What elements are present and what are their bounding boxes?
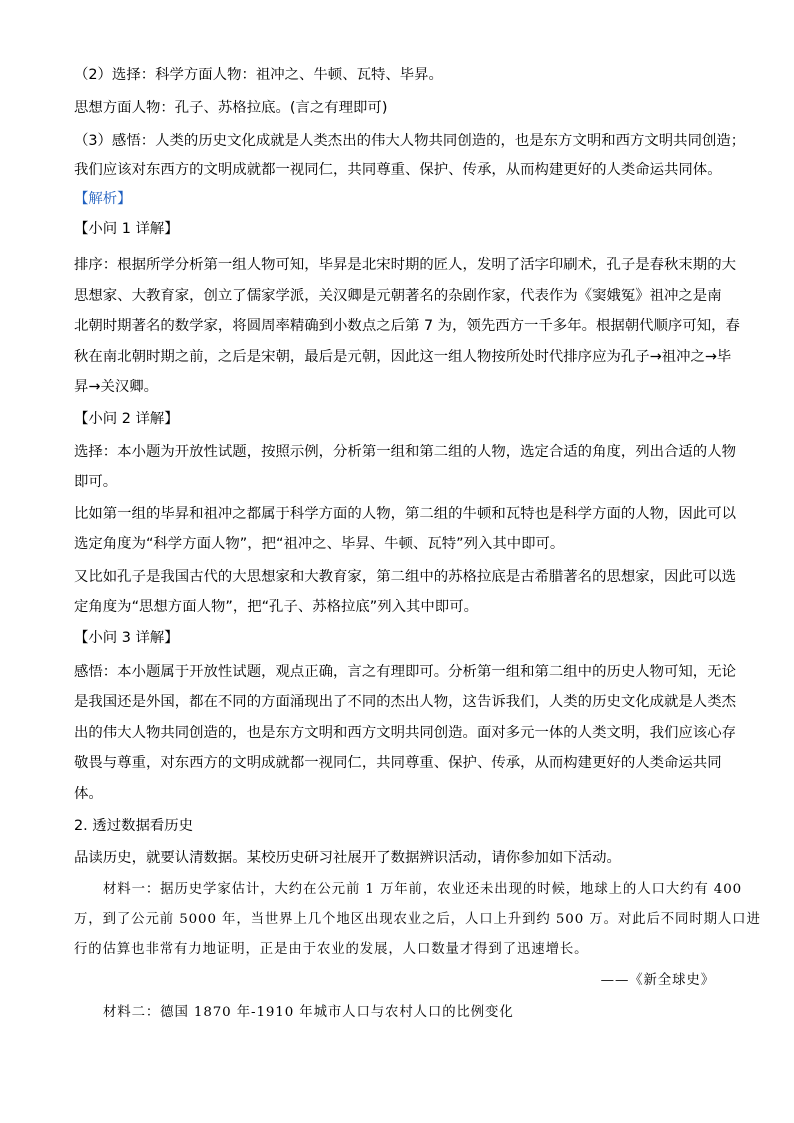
material-line: 万，到了公元前 5000 年，当世界上几个地区出现农业之后，人口上升到约 500 万。对此后不同时期人口进 bbox=[74, 912, 761, 927]
answer-part2-selection: （2）选择：科学方面人物：祖冲之、牛顿、瓦特、毕昇。 bbox=[74, 67, 443, 83]
explanation-line: 又比如孔子是我国古代的大思想家和大教育家，第二组中的苏格拉底是古希腊著名的思想家，因此可以选 bbox=[74, 569, 736, 585]
subquestion-1-heading: 【小问 1 详解】 bbox=[74, 221, 179, 237]
answer-part3-line: （3）感悟：人类的历史文化成就是人类杰出的伟大人物共同创造的，也是东方文明和西方文明共同创造； bbox=[74, 133, 746, 149]
explanation-line: 感悟：本小题属于开放性试题，观点正确，言之有理即可。分析第一组和第二组中的历史人物可知，无论 bbox=[74, 664, 736, 680]
explanation-line: 是我国还是外国，都在不同的方面涌现出了不同的杰出人物，这告诉我们，人类的历史文化成就是人类杰 bbox=[74, 694, 736, 710]
explanation-line: 北朝时期著名的数学家，将圆周率精确到小数点之后第 7 为，领先西方一千多年。根据朝代顺序可知，春 bbox=[74, 318, 740, 334]
explanation-line: 即可。 bbox=[74, 474, 118, 490]
explanation-line: 选择：本小题为开放性试题，按照示例，分析第一组和第二组的人物，选定合适的角度，列出合适的人物 bbox=[74, 444, 736, 460]
material-line: 行的估算也非常有力地证明，正是由于农业的发展，人口数量才得到了迅速增长。 bbox=[74, 942, 589, 957]
analysis-heading: 【解析】 bbox=[74, 191, 132, 207]
explanation-line: 思想家、大教育家，创立了儒家学派，关汉卿是元朝著名的杂剧作家，代表作为《窦娥冤》祖冲之是南 bbox=[74, 288, 722, 304]
source-citation: ——《新全球史》 bbox=[600, 973, 715, 988]
explanation-line: 选定角度为“科学方面人物”，把“祖冲之、毕昇、牛顿、瓦特”列入其中即可。 bbox=[74, 536, 565, 552]
question-title: 2. 透过数据看历史 bbox=[74, 818, 194, 834]
explanation-line: 秋在南北朝时期之前，之后是宋朝，最后是元朝，因此这一组人物按所处时代排序应为孔子→祖冲之→毕 bbox=[74, 349, 732, 365]
subquestion-3-heading: 【小问 3 详解】 bbox=[74, 630, 179, 646]
explanation-line: 昇→关汉卿。 bbox=[74, 379, 159, 395]
subquestion-2-heading: 【小问 2 详解】 bbox=[74, 411, 179, 427]
explanation-line: 排序：根据所学分析第一组人物可知，毕昇是北宋时期的匠人，发明了活字印刷术，孔子是春秋末期的大 bbox=[74, 257, 736, 273]
material-line: 材料一：据历史学家估计，大约在公元前 1 万年前，农业还未出现的时候，地球上的人口大约有 400 bbox=[103, 882, 743, 897]
question-intro: 品读历史，就要认清数据。某校历史研习社展开了数据辨识活动，请你参加如下活动。 bbox=[74, 850, 621, 866]
explanation-line: 比如第一组的毕昇和祖冲之都属于科学方面的人物，第二组的牛顿和瓦特也是科学方面的人物，因此可以 bbox=[74, 506, 736, 522]
answer-part2-thought: 思想方面人物：孔子、苏格拉底。(言之有理即可) bbox=[74, 100, 388, 116]
material-line: 材料二：德国 1870 年-1910 年城市人口与农村人口的比例变化 bbox=[103, 1005, 514, 1020]
answer-part3-line: 我们应该对东西方的文明成就都一视同仁，共同尊重、保护、传承，从而构建更好的人类命运共同体。 bbox=[74, 162, 722, 178]
explanation-line: 出的伟大人物共同创造的，也是东方文明和西方文明共同创造。面对多元一体的人类文明，我们应该心存 bbox=[74, 725, 736, 741]
explanation-line: 体。 bbox=[74, 786, 103, 802]
explanation-line: 定角度为“思想方面人物”，把“孔子、苏格拉底”列入其中即可。 bbox=[74, 599, 478, 615]
explanation-line: 敬畏与尊重，对东西方的文明成就都一视同仁，共同尊重、保护、传承，从而构建更好的人类命运共同 bbox=[74, 755, 722, 771]
